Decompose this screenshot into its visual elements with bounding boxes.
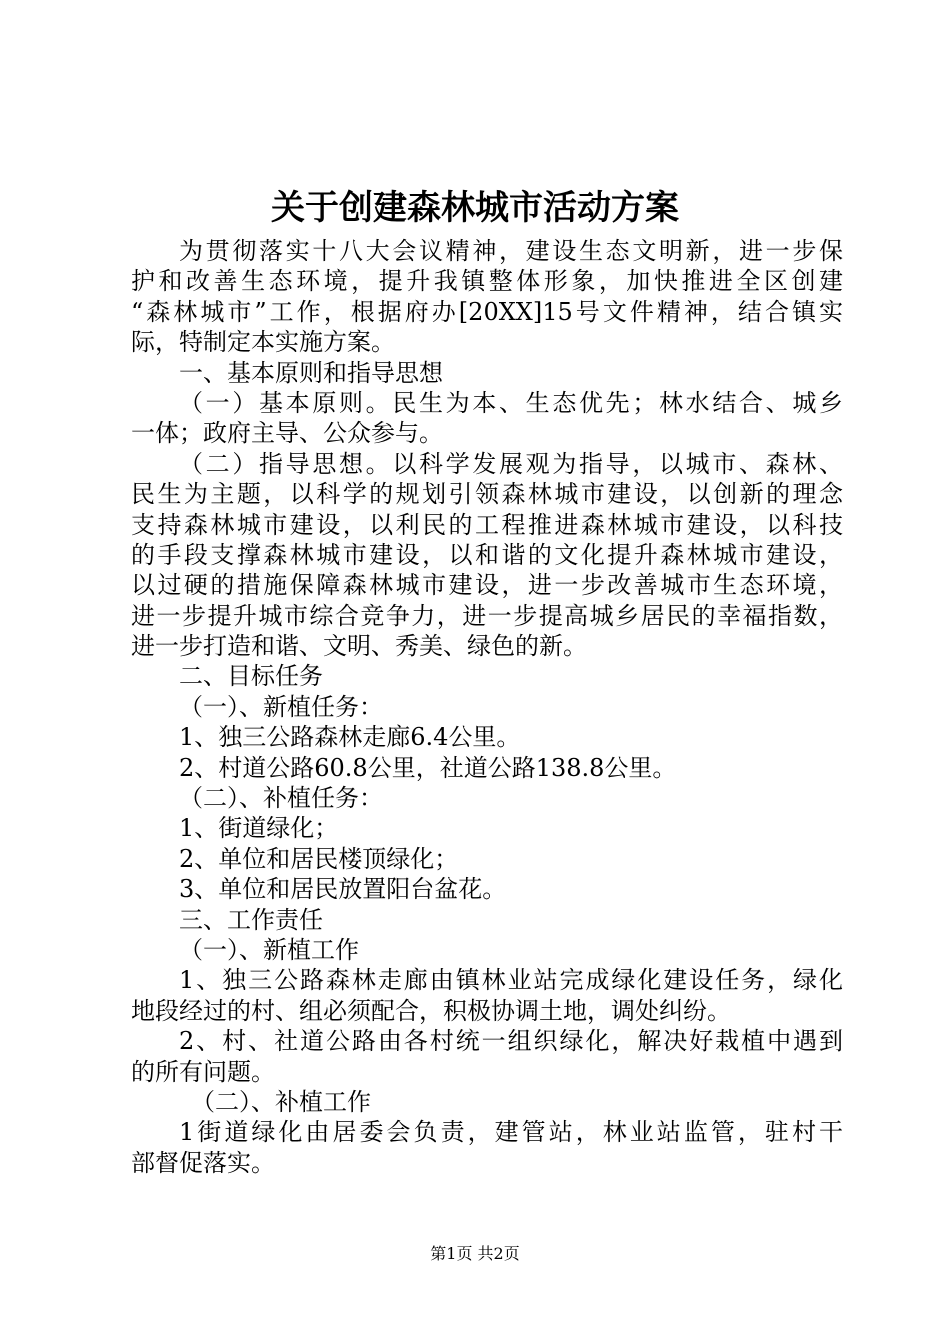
list-item: 1、街道绿化；: [179, 814, 339, 843]
section-heading: 一、基本原则和指导思想: [179, 358, 443, 387]
subsection-heading: （一）、新植任务：: [179, 692, 383, 721]
list-item: 1、独三公路森林走廊6.4公里。: [179, 723, 521, 752]
subsection-heading: （一）、新植工作: [179, 935, 359, 964]
section-heading: 二、目标任务: [179, 662, 323, 691]
paragraph-line: 为贯彻落实十八大会议精神，建设生态文明新，进一步保: [179, 237, 843, 265]
paragraph-line: 2、村、社道公路由各村统一组织绿化，解决好栽植中遇到: [179, 1027, 843, 1056]
list-item: 2、单位和居民楼顶绿化；: [179, 844, 459, 873]
paragraph-line: （二）指导思想。以科学发展观为指导，以城市、森林、: [179, 449, 843, 478]
paragraph-line: 一体；政府主导、公众参与。: [131, 419, 443, 448]
paragraph-line: 护和改善生态环境，提升我镇整体形象，加快推进全区创建: [131, 267, 843, 296]
page-footer: 第1页 共2页: [430, 1244, 520, 1263]
paragraph-line: 地段经过的村、组必须配合，积极协调土地，调处纠纷。: [131, 996, 731, 1025]
paragraph-line: 进一步提升城市综合竞争力，进一步提高城乡居民的幸福指数，: [131, 601, 843, 630]
section-heading: 三、工作责任: [179, 905, 323, 934]
document-body: [131, 236, 843, 1178]
subsection-heading: （二）、补植工作: [191, 1087, 371, 1116]
paragraph-line: 民生为主题，以科学的规划引领森林城市建设，以创新的理念: [131, 480, 843, 509]
paragraph-line: 1、独三公路森林走廊由镇林业站完成绿化建设任务，绿化: [179, 966, 843, 995]
paragraph-line: 支持森林城市建设，以利民的工程推进森林城市建设，以科技: [131, 510, 843, 539]
paragraph-line: 部督促落实。: [131, 1148, 275, 1177]
paragraph-line: （一）基本原则。民生为本、生态优先；林水结合、城乡: [179, 388, 843, 417]
list-item: 2、村道公路60.8公里，社道公路138.8公里。: [179, 753, 677, 782]
subsection-heading: （二）、补植任务：: [179, 784, 383, 813]
paragraph-line: 进一步打造和谐、文明、秀美、绿色的新。: [131, 632, 587, 661]
paragraph-line: “森林城市”工作，根据府办[20XX]15号文件精神，结合镇实: [131, 297, 843, 326]
paragraph-line: 的所有问题。: [131, 1057, 275, 1086]
list-item: 3、单位和居民放置阳台盆花。: [179, 875, 507, 904]
paragraph-line: 以过硬的措施保障森林城市建设，进一步改善城市生态环境，: [131, 571, 843, 600]
paragraph-line: 1街道绿化由居委会负责，建管站，林业站监管，驻村干: [179, 1118, 843, 1147]
document-title: 关于创建森林城市活动方案: [271, 188, 679, 228]
paragraph-line: 际，特制定本实施方案。: [131, 328, 395, 357]
paragraph-line: 的手段支撑森林城市建设，以和谐的文化提升森林城市建设，: [131, 540, 843, 569]
